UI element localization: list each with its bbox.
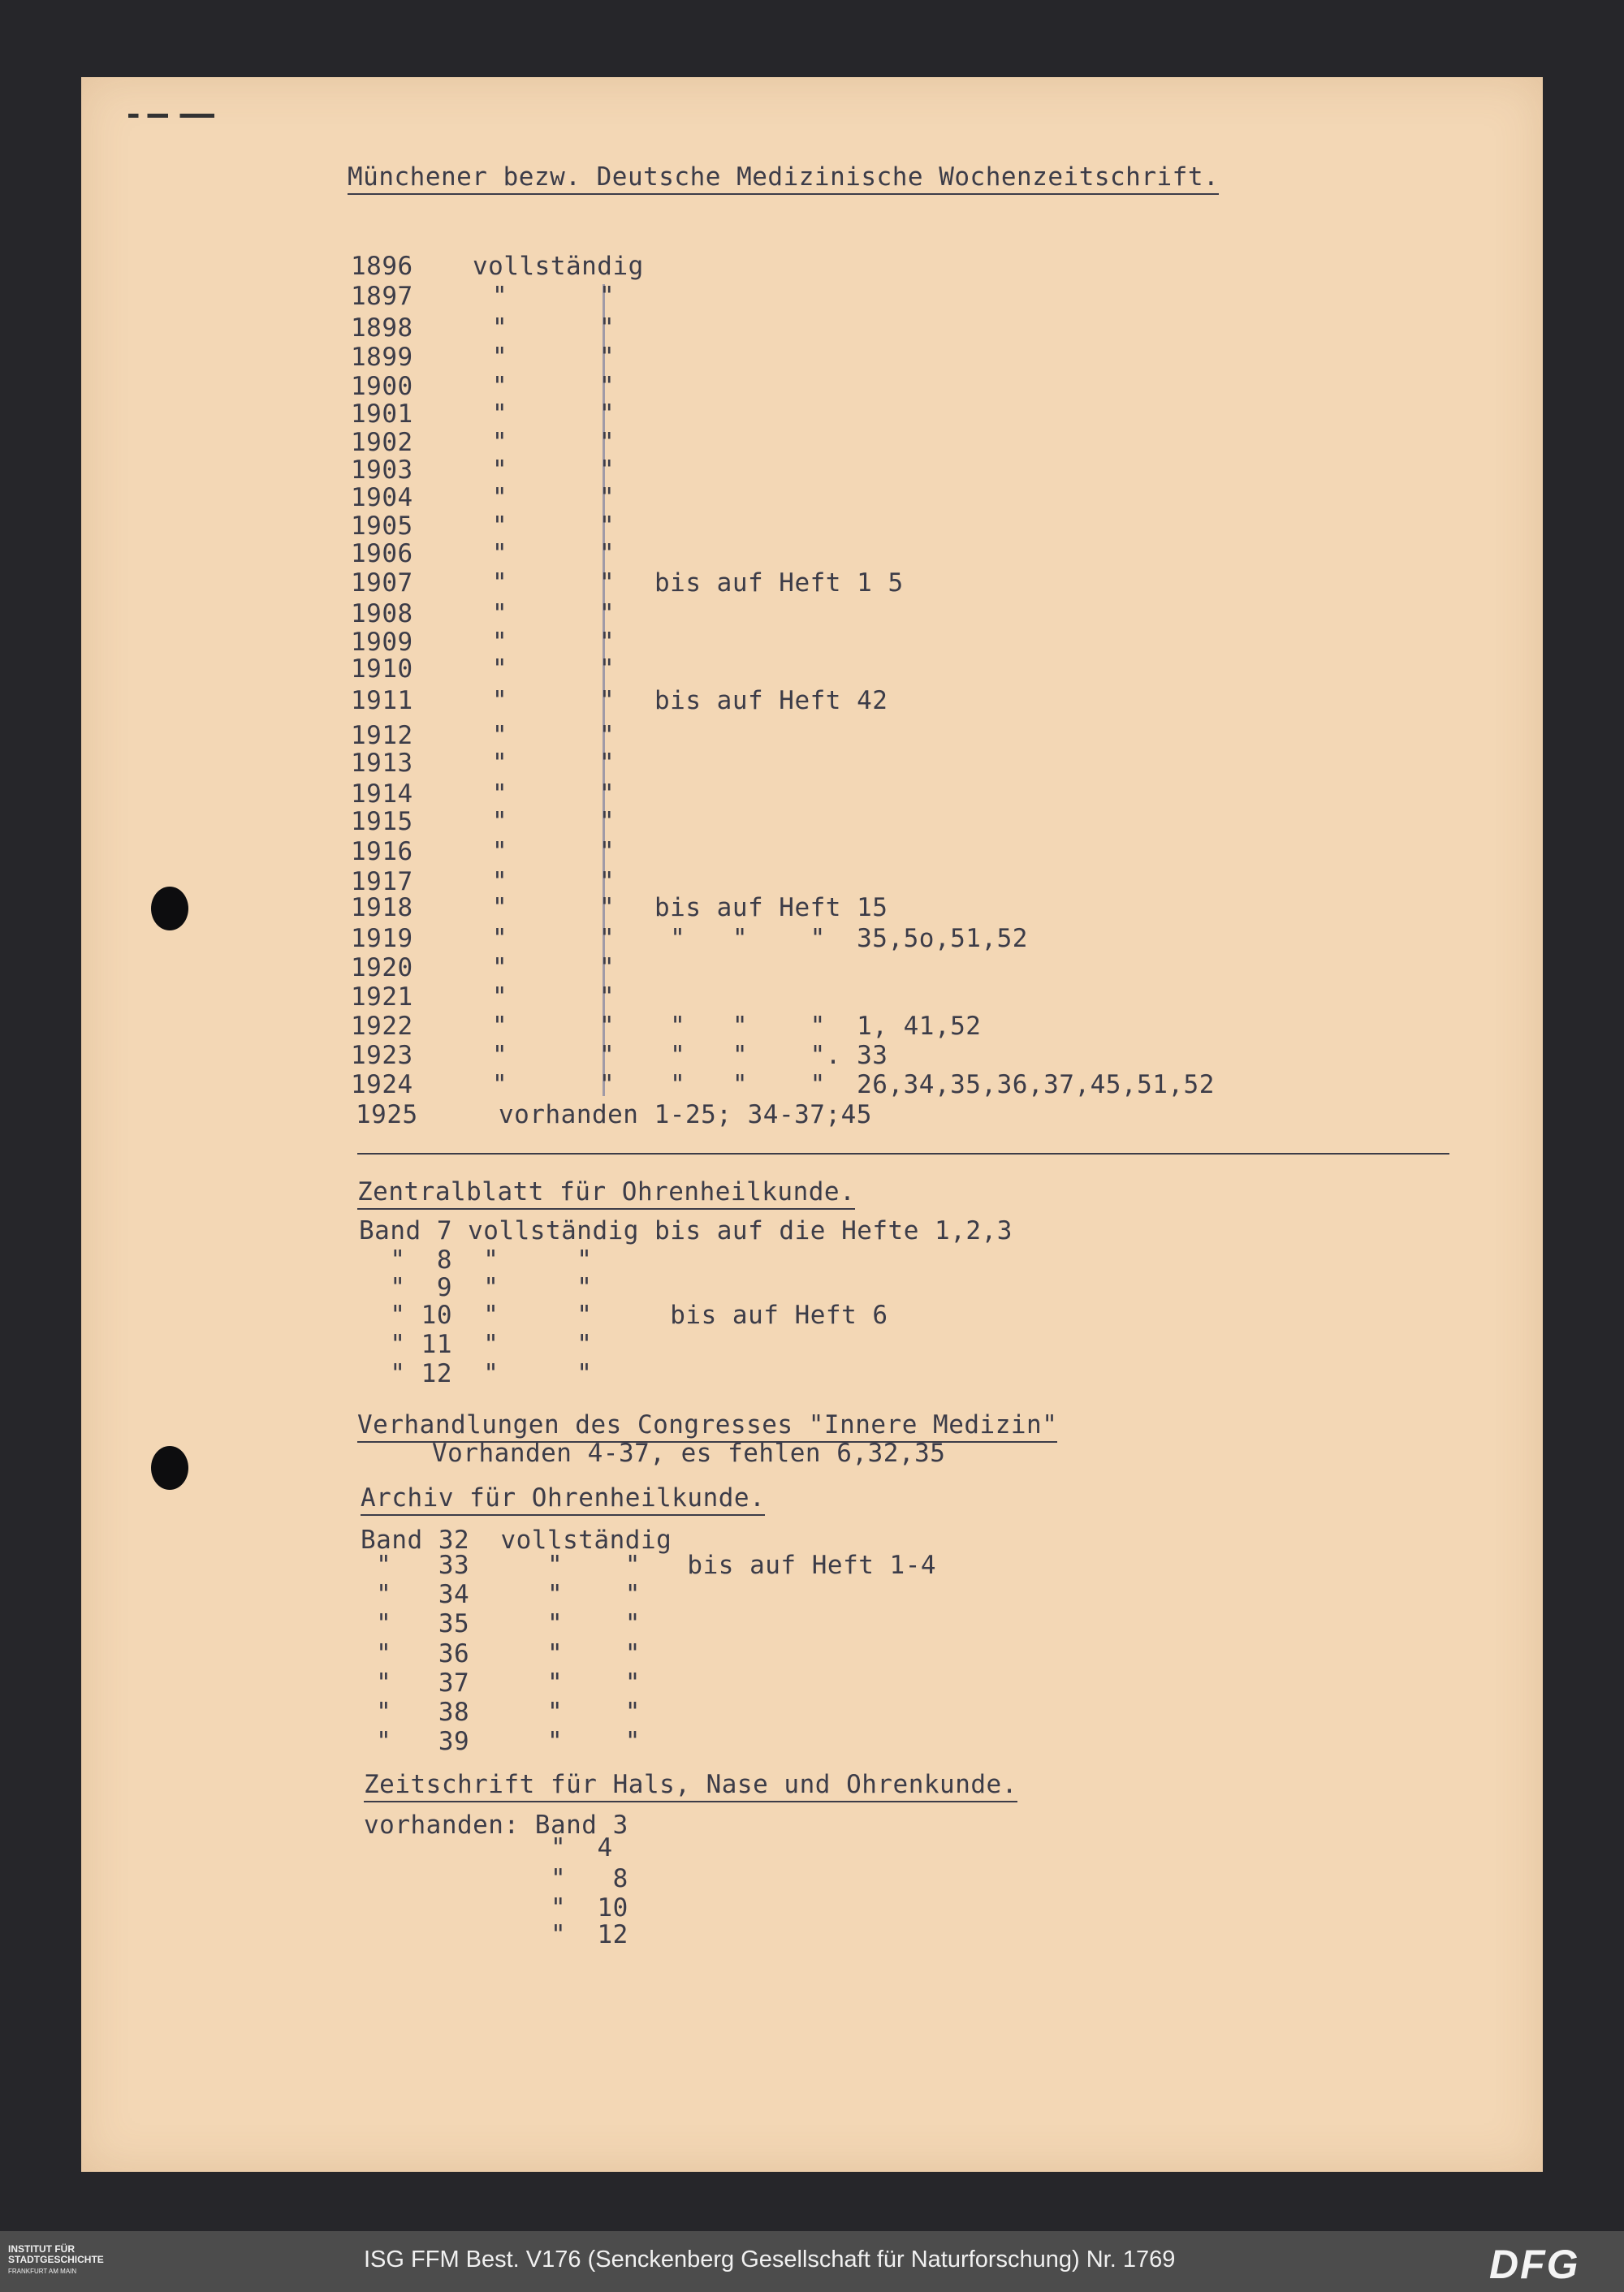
ditto-mark: " bbox=[492, 399, 508, 429]
ditto-mark: " bbox=[599, 628, 615, 657]
year-label: 1912 bbox=[351, 721, 413, 750]
ditto-mark: " bbox=[492, 1070, 508, 1099]
ditto-mark: " bbox=[599, 455, 615, 485]
ditto-mark: " bbox=[492, 953, 508, 982]
ditto-mark: " bbox=[599, 953, 615, 982]
archiv-row: " 37 " " bbox=[361, 1668, 641, 1698]
year-label: 1917 bbox=[351, 867, 413, 896]
zentralblatt-row: " 12 " " bbox=[359, 1359, 593, 1388]
ditto-mark: " bbox=[599, 428, 615, 457]
year-label: 1906 bbox=[351, 539, 413, 568]
status-text: vollständig bbox=[473, 252, 644, 281]
section-title-verhandlungen: Verhandlungen des Congresses "Innere Medizin" bbox=[357, 1410, 1057, 1440]
year-label: 1920 bbox=[351, 953, 413, 982]
year-label: 1924 bbox=[351, 1070, 413, 1099]
section-title-archiv: Archiv für Ohrenheilkunde. bbox=[361, 1483, 765, 1513]
year-1925: 1925 bbox=[356, 1100, 418, 1129]
ditto-mark: " bbox=[492, 982, 508, 1012]
ditto-mark: " bbox=[492, 511, 508, 541]
archive-reference: ISG FFM Best. V176 (Senckenberg Gesellschaft für Naturforschung) Nr. 1769 bbox=[364, 2247, 1176, 2273]
ditto-mark: " bbox=[492, 1041, 508, 1070]
ditto-mark: " bbox=[599, 599, 615, 628]
archiv-row: " 34 " " bbox=[361, 1580, 641, 1609]
ditto-mark: " bbox=[492, 455, 508, 485]
ditto-mark: " bbox=[492, 837, 508, 866]
year-label: 1916 bbox=[351, 837, 413, 866]
ditto-mark: " bbox=[599, 372, 615, 401]
ditto-mark: " bbox=[599, 779, 615, 809]
archive-footer-bar bbox=[0, 2231, 1624, 2292]
verhandlungen-note: Vorhanden 4-37, es fehlen 6,32,35 bbox=[432, 1439, 946, 1468]
zeitschrift-row: " 12 bbox=[364, 1920, 628, 1949]
ditto-mark: " bbox=[599, 282, 615, 311]
year-label: 1919 bbox=[351, 924, 413, 953]
section-title-muenchener: Münchener bezw. Deutsche Medizinische Wochenzeitschrift. bbox=[348, 162, 1219, 192]
zeitschrift-row: " 4 bbox=[364, 1833, 613, 1863]
year-label: 1915 bbox=[351, 807, 413, 836]
ditto-mark: " bbox=[492, 807, 508, 836]
archiv-row: " 36 " " bbox=[361, 1639, 641, 1668]
ditto-mark: " bbox=[492, 779, 508, 809]
ditto-mark: " bbox=[492, 483, 508, 512]
zeitschrift-row: vorhanden: Band 3 bbox=[364, 1811, 628, 1840]
year-1925-note: vorhanden 1-25; 34-37;45 bbox=[499, 1100, 872, 1129]
section-title-zeitschrift: Zeitschrift für Hals, Nase und Ohrenkunde. bbox=[364, 1770, 1017, 1799]
archiv-row: " 33 " " bis auf Heft 1-4 bbox=[361, 1551, 937, 1580]
ditto-mark: " bbox=[492, 893, 508, 922]
ditto-mark: " bbox=[599, 721, 615, 750]
ditto-mark: " bbox=[492, 599, 508, 628]
ditto-mark: " bbox=[599, 511, 615, 541]
year-label: 1896 bbox=[351, 252, 413, 281]
year-note: " " ". 33 bbox=[654, 1041, 888, 1070]
year-label: 1910 bbox=[351, 654, 413, 684]
ditto-mark: " bbox=[492, 686, 508, 715]
section-title-zentralblatt: Zentralblatt für Ohrenheilkunde. bbox=[357, 1177, 855, 1206]
ditto-mark: " bbox=[599, 924, 615, 953]
ditto-mark: " bbox=[599, 1070, 615, 1099]
year-label: 1913 bbox=[351, 749, 413, 778]
year-note: bis auf Heft 42 bbox=[654, 686, 888, 715]
ditto-mark: " bbox=[492, 568, 508, 598]
ditto-mark: " bbox=[599, 837, 615, 866]
ditto-mark: " bbox=[599, 807, 615, 836]
archiv-row: " 35 " " bbox=[361, 1609, 641, 1638]
year-label: 1897 bbox=[351, 282, 413, 311]
archiv-row: " 38 " " bbox=[361, 1698, 641, 1727]
ditto-mark: " bbox=[599, 343, 615, 372]
year-note: bis auf Heft 15 bbox=[654, 893, 888, 922]
punch-hole-bottom bbox=[151, 1446, 188, 1490]
ditto-mark: " bbox=[492, 428, 508, 457]
ditto-mark: " bbox=[599, 893, 615, 922]
zeitschrift-row: " 8 bbox=[364, 1864, 628, 1893]
ditto-mark: " bbox=[599, 686, 615, 715]
ditto-mark: " bbox=[599, 749, 615, 778]
year-label: 1907 bbox=[351, 568, 413, 598]
year-label: 1909 bbox=[351, 628, 413, 657]
ditto-mark: " bbox=[599, 654, 615, 684]
ditto-mark: " bbox=[599, 1012, 615, 1041]
year-label: 1911 bbox=[351, 686, 413, 715]
zentralblatt-row: " 10 " " bis auf Heft 6 bbox=[359, 1301, 888, 1330]
ditto-mark: " bbox=[492, 372, 508, 401]
zentralblatt-row: " 8 " " bbox=[359, 1245, 593, 1275]
ditto-mark: " bbox=[599, 399, 615, 429]
year-note: " " " 35,5o,51,52 bbox=[654, 924, 1028, 953]
ditto-mark: " bbox=[492, 654, 508, 684]
year-label: 1898 bbox=[351, 313, 413, 343]
year-label: 1921 bbox=[351, 982, 413, 1012]
zeitschrift-row: " 10 bbox=[364, 1893, 628, 1923]
year-label: 1914 bbox=[351, 779, 413, 809]
ditto-mark: " bbox=[599, 867, 615, 896]
ditto-mark: " bbox=[492, 282, 508, 311]
ditto-mark: " bbox=[492, 539, 508, 568]
ditto-mark: " bbox=[492, 867, 508, 896]
ditto-mark: " bbox=[599, 1041, 615, 1070]
year-note: bis auf Heft 1 5 bbox=[654, 568, 904, 598]
year-note: " " " 1, 41,52 bbox=[654, 1012, 982, 1041]
year-label: 1908 bbox=[351, 599, 413, 628]
archiv-row: Band 32 vollständig bbox=[361, 1526, 672, 1555]
ditto-mark: " bbox=[492, 343, 508, 372]
year-label: 1901 bbox=[351, 399, 413, 429]
year-note: " " " 26,34,35,36,37,45,51,52 bbox=[654, 1070, 1215, 1099]
year-label: 1899 bbox=[351, 343, 413, 372]
zentralblatt-row: " 11 " " bbox=[359, 1330, 593, 1359]
ditto-mark: " bbox=[492, 1012, 508, 1041]
ditto-mark: " bbox=[492, 721, 508, 750]
section-divider bbox=[357, 1153, 1449, 1155]
institute-logo: INSTITUT FÜR STADTGESCHICHTE FRANKFURT AM MAIN bbox=[8, 2243, 104, 2275]
ditto-mark: " bbox=[492, 313, 508, 343]
ditto-mark: " bbox=[599, 483, 615, 512]
year-label: 1923 bbox=[351, 1041, 413, 1070]
ditto-mark: " bbox=[599, 568, 615, 598]
zentralblatt-row: Band 7 vollständig bis auf die Hefte 1,2,3 bbox=[359, 1216, 1013, 1245]
ditto-mark: " bbox=[599, 539, 615, 568]
year-label: 1903 bbox=[351, 455, 413, 485]
year-label: 1918 bbox=[351, 893, 413, 922]
zentralblatt-row: " 9 " " bbox=[359, 1273, 593, 1302]
ditto-mark: " bbox=[599, 982, 615, 1012]
ditto-mark: " bbox=[492, 628, 508, 657]
punch-hole-top bbox=[151, 887, 188, 930]
archiv-row: " 39 " " bbox=[361, 1727, 641, 1756]
year-label: 1902 bbox=[351, 428, 413, 457]
ditto-mark: " bbox=[492, 924, 508, 953]
year-label: 1922 bbox=[351, 1012, 413, 1041]
year-label: 1904 bbox=[351, 483, 413, 512]
ditto-mark: " bbox=[492, 749, 508, 778]
ditto-mark: " bbox=[599, 313, 615, 343]
year-label: 1905 bbox=[351, 511, 413, 541]
year-label: 1900 bbox=[351, 372, 413, 401]
ink-mark bbox=[128, 114, 214, 118]
dfg-logo: DFG bbox=[1489, 2242, 1580, 2287]
